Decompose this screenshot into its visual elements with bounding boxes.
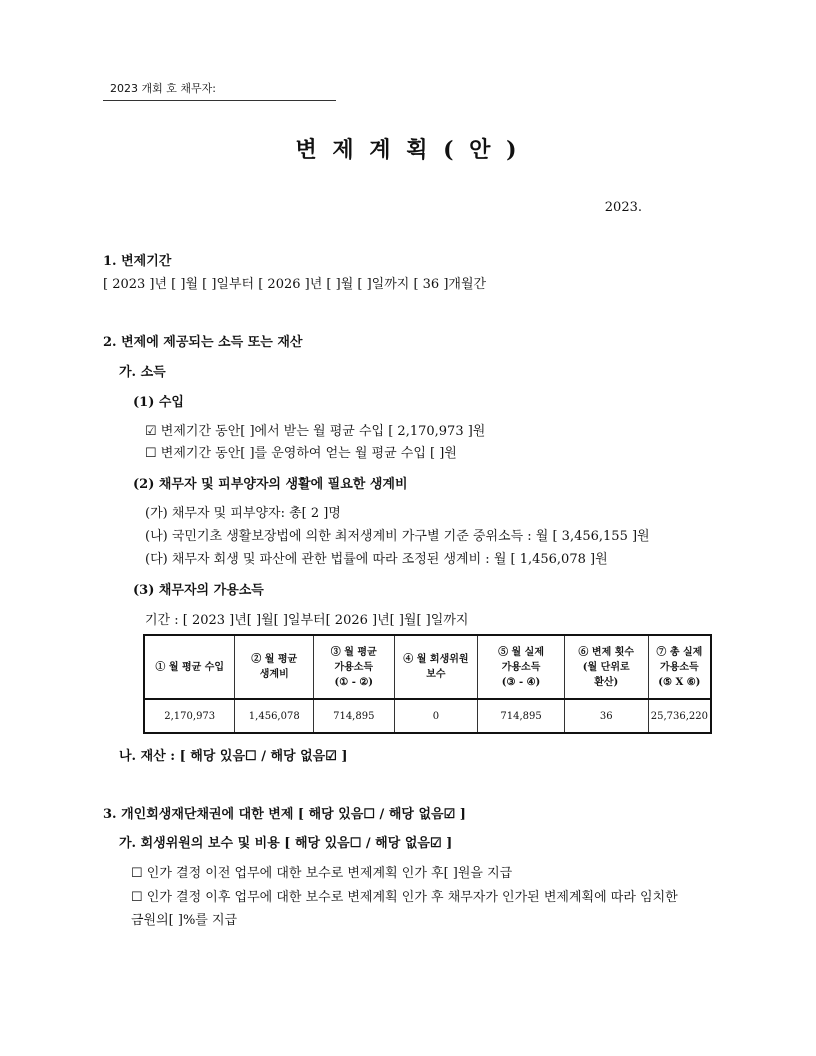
header-total-available-income: ⑦ 총 실제 가용소득 (⑤ X ⑥)	[648, 635, 711, 699]
income-line-salary: ☑ 변제기간 동안[ ]에서 받는 월 평균 수입 [ 2,170,973 ]원	[145, 424, 486, 439]
cell-payment-count: 36	[564, 699, 648, 733]
header-monthly-income: ① 월 평균 수입	[144, 635, 235, 699]
living-cost-subheading: (2) 채무자 및 피부양자의 생활에 필요한 생계비	[133, 477, 408, 492]
header-available-income: ③ 월 평균 가용소득 (① - ②)	[314, 635, 394, 699]
header-underline	[103, 100, 336, 101]
fee-line-percentage: 금원의[ ]%를 지급	[131, 913, 238, 928]
median-income-line: (나) 국민기초 생활보장법에 의한 최저생계비 가구별 기준 중위소득 : 월 [ 3,456,155 ]원	[145, 529, 650, 544]
disposable-income-table	[143, 634, 712, 734]
cell-available-income: 714,895	[314, 699, 394, 733]
fee-line-before-approval: ☐ 인가 결정 이전 업무에 대한 보수로 변제계획 인가 후[ ]원을 지급	[131, 866, 513, 881]
table-header-row	[144, 635, 711, 699]
document-date: 2023.	[604, 200, 642, 215]
case-number-line: 2023 개회 호 채무자:	[110, 82, 216, 95]
fee-line-after-approval: ☐ 인가 결정 이후 업무에 대한 보수로 변제계획 인가 후 채무자가 인가된 변제계획에 따라 임치한	[131, 890, 678, 905]
header-actual-available-income: ⑤ 월 실제 가용소득 (③ - ④)	[478, 635, 564, 699]
adjusted-living-cost-line: (다) 채무자 회생 및 파산에 관한 법률에 따라 조정된 생계비 : 월 [ 1,456,078 ]원	[145, 552, 608, 567]
income-subheading: (1) 수입	[133, 395, 184, 410]
section-1-heading: 1. 변제기간	[103, 254, 172, 269]
disposable-income-period: 기간 : [ 2023 ]년[ ]월[ ]일부터[ 2026 ]년[ ]월[ ]일까지	[145, 613, 469, 628]
cell-living-cost: 1,456,078	[235, 699, 314, 733]
dependents-line: (가) 채무자 및 피부양자: 총[ 2 ]명	[145, 506, 341, 521]
table-row	[144, 699, 711, 733]
header-living-cost: ② 월 평균 생계비	[235, 635, 314, 699]
document-title: 변 제 계 획 ( 안 )	[295, 137, 521, 163]
section-3-ga-heading: 가. 회생위원의 보수 및 비용 [ 해당 있음☐ / 해당 없음☑ ]	[119, 836, 453, 851]
income-line-business: ☐ 변제기간 동안[ ]를 운영하여 얻는 월 평균 수입 [ ]원	[145, 446, 457, 461]
repayment-period: [ 2023 ]년 [ ]월 [ ]일부터 [ 2026 ]년 [ ]월 [ ]일까지 [ 36 ]개월간	[103, 277, 487, 292]
cell-actual-available-income: 714,895	[478, 699, 564, 733]
cell-total-available-income: 25,736,220	[648, 699, 711, 733]
cell-commissioner-fee: 0	[394, 699, 478, 733]
header-payment-count: ⑥ 변제 횟수 (월 단위로 환산)	[564, 635, 648, 699]
section-2-heading: 2. 변제에 제공되는 소득 또는 재산	[103, 335, 303, 350]
cell-monthly-income: 2,170,973	[144, 699, 235, 733]
section-3-heading: 3. 개인회생재단채권에 대한 변제 [ 해당 있음☐ / 해당 없음☑ ]	[103, 807, 466, 822]
header-commissioner-fee: ④ 월 회생위원 보수	[394, 635, 478, 699]
section-2-ga-heading: 가. 소득	[119, 365, 166, 380]
disposable-income-subheading: (3) 채무자의 가용소득	[133, 583, 264, 598]
property-line: 나. 재산 : [ 해당 있음☐ / 해당 없음☑ ]	[119, 749, 348, 764]
